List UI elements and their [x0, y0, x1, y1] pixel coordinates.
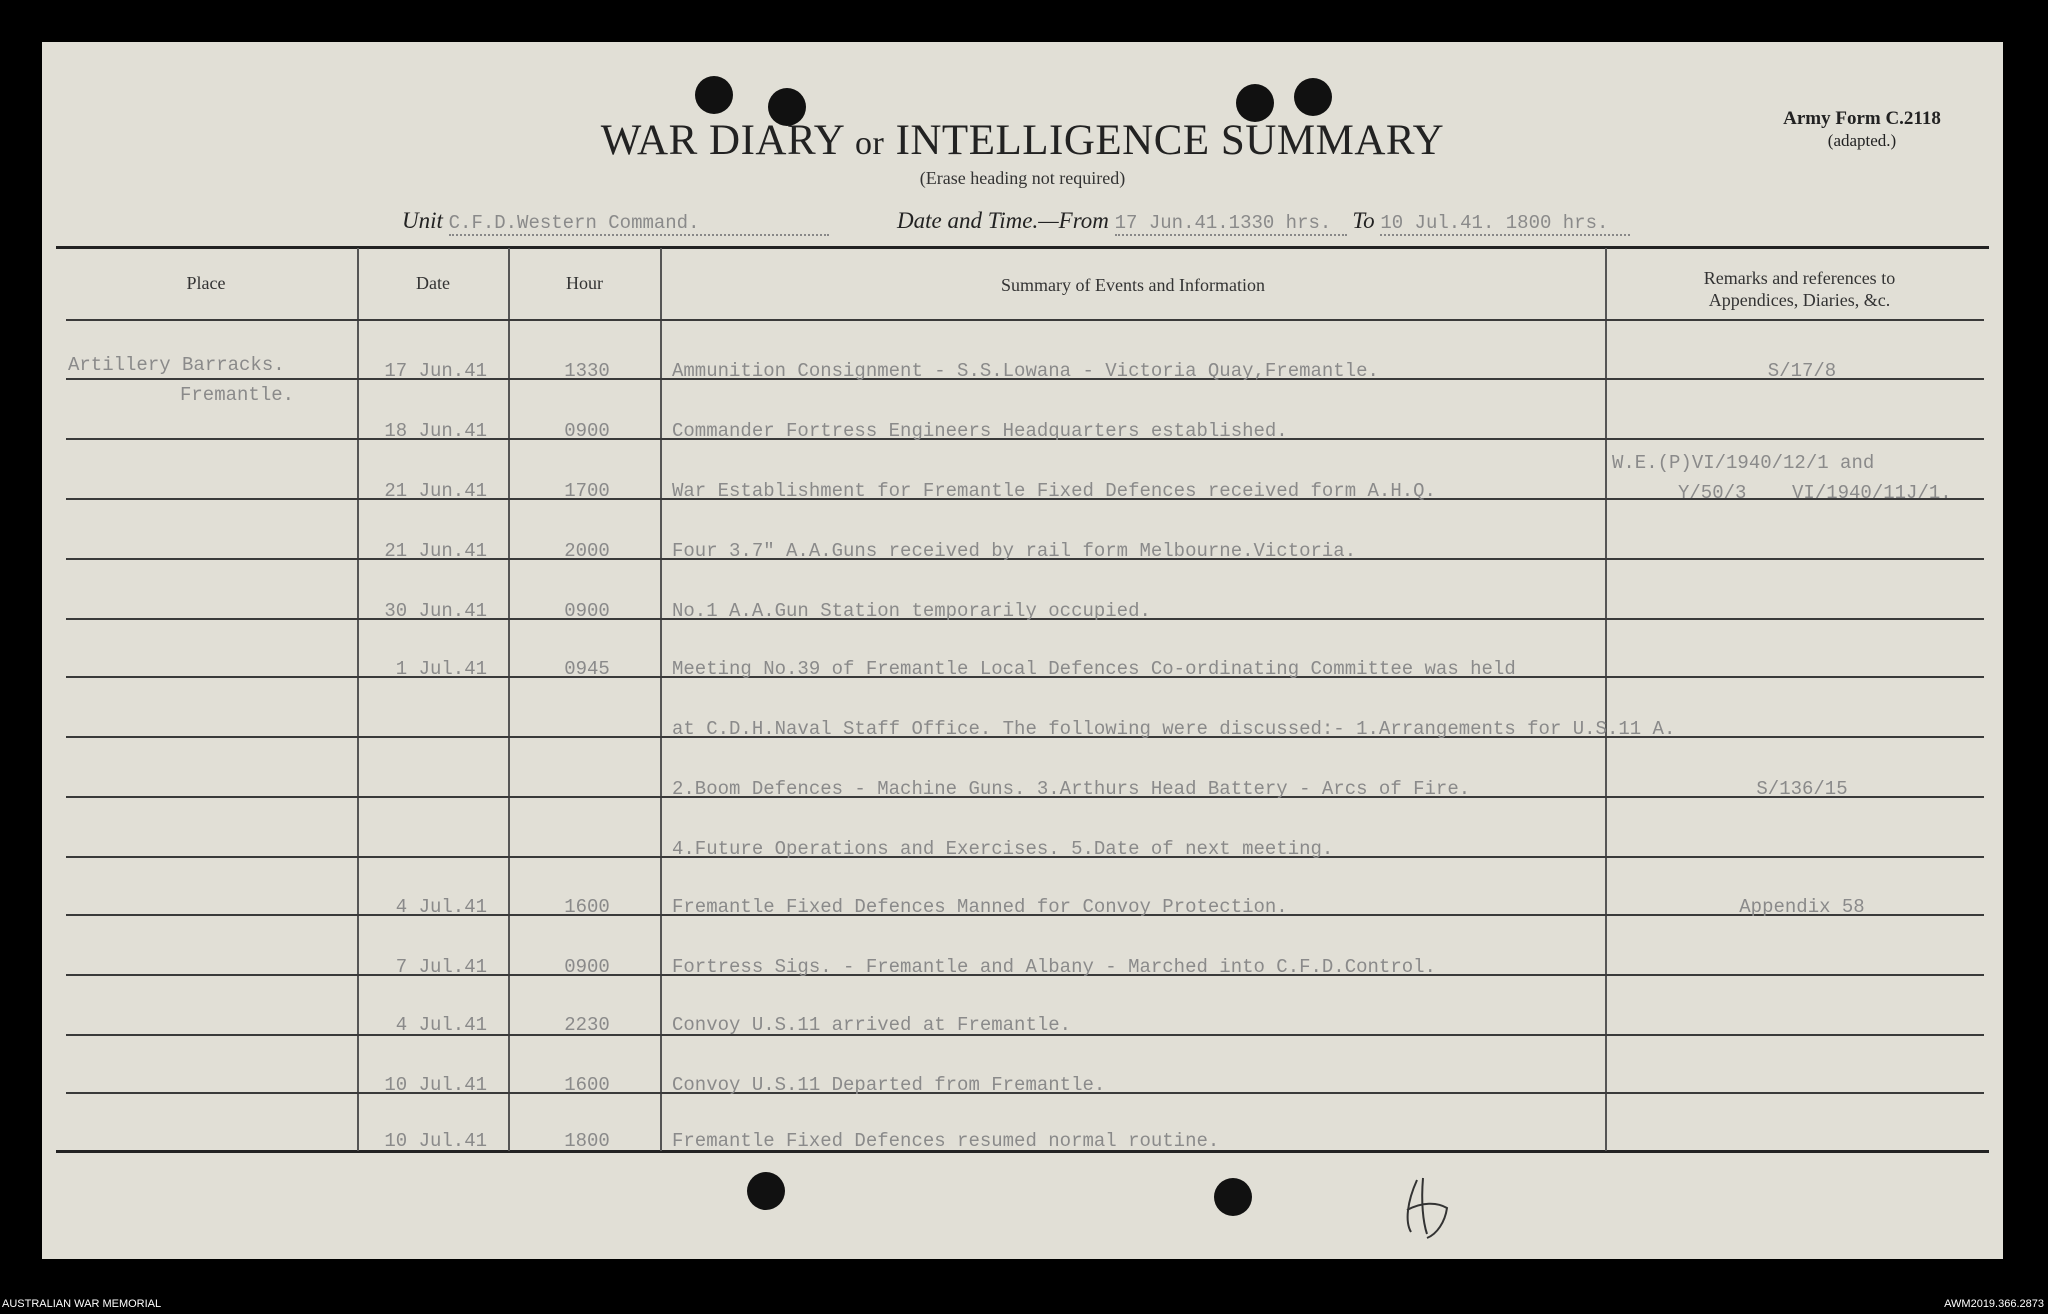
remarks-header-line1: Remarks and references to: [1703, 268, 1896, 288]
unit-label: Unit: [402, 208, 443, 233]
title-part2: INTELLIGENCE SUMMARY: [895, 117, 1445, 164]
row-hour: 0900: [564, 956, 610, 978]
row-hour: 1700: [564, 480, 610, 502]
column-divider: [1605, 248, 1607, 1151]
form-reference: [1742, 108, 1982, 152]
row-summary: at C.D.H.Naval Staff Office. The following were discussed:- 1.Arrangements for U.S.11 A.: [672, 718, 1676, 740]
row-hour: 1600: [564, 1074, 610, 1096]
remarks-header-line2: Appendices, Diaries, &c.: [1708, 290, 1891, 310]
column-divider: [357, 248, 359, 1151]
column-header-remarks: [1607, 267, 1992, 311]
row-hour: 0945: [564, 658, 610, 680]
row-date: 18 Jun.41: [384, 420, 487, 442]
handwritten-initials: [1397, 1172, 1457, 1242]
document-title: [42, 116, 2003, 165]
to-label: To: [1352, 208, 1375, 233]
footer-id: AWM2019.366.2873: [1944, 1298, 2044, 1310]
title-part1: WAR DIARY: [600, 117, 844, 164]
row-date: 7 Jul.41: [395, 956, 487, 978]
place-line2: Fremantle.: [180, 384, 295, 406]
row-summary: Fremantle Fixed Defences resumed normal routine.: [672, 1130, 1220, 1152]
row-hour: 0900: [564, 420, 610, 442]
row-date: 21 Jun.41: [384, 480, 487, 502]
unit-value: C.F.D.Western Command.: [449, 212, 829, 236]
date-time-label: Date and Time.—From: [897, 208, 1109, 233]
date-time-line: [897, 208, 1630, 236]
row-summary: War Establishment for Fremantle Fixed Defences received form A.H.Q.: [672, 480, 1436, 502]
row-date: 10 Jul.41: [384, 1130, 487, 1152]
row-summary: Ammunition Consignment - S.S.Lowana - Victoria Quay,Fremantle.: [672, 360, 1379, 382]
row-summary: No.1 A.A.Gun Station temporarily occupied.: [672, 600, 1151, 622]
column-divider: [508, 248, 510, 1151]
title-or: or: [854, 125, 885, 162]
column-divider: [660, 248, 662, 1151]
row-summary: 2.Boom Defences - Machine Guns. 3.Arthurs Head Battery - Arcs of Fire.: [672, 778, 1471, 800]
place-line1: Artillery Barracks.: [68, 354, 285, 376]
row-summary: 4.Future Operations and Exercises. 5.Date of next meeting.: [672, 838, 1334, 860]
header-row-line: [66, 319, 1984, 321]
form-note: (adapted.): [1827, 131, 1897, 150]
row-hour: 2230: [564, 1014, 610, 1036]
row-date: 30 Jun.41: [384, 600, 487, 622]
row-summary: Meeting No.39 of Fremantle Local Defences Co-ordinating Committee was held: [672, 658, 1516, 680]
row-date: 10 Jul.41: [384, 1074, 487, 1096]
to-value: 10 Jul.41. 1800 hrs.: [1380, 212, 1630, 236]
unit-line: [402, 208, 829, 236]
column-header-summary: Summary of Events and Information: [1001, 275, 1265, 295]
row-summary: Fremantle Fixed Defences Manned for Convoy Protection.: [672, 896, 1288, 918]
column-header-place: Place: [186, 273, 226, 293]
punch-hole: [1294, 78, 1332, 116]
row-remarks-line2: Y/50/3 VI/1940/11J/1.: [1678, 482, 1952, 504]
row-date: 17 Jun.41: [384, 360, 487, 382]
row-summary: Fortress Sigs. - Fremantle and Albany - Marched into C.F.D.Control.: [672, 956, 1436, 978]
punch-hole: [695, 76, 733, 114]
from-value: 17 Jun.41.1330 hrs.: [1115, 212, 1347, 236]
row-hour: 2000: [564, 540, 610, 562]
row-summary: Commander Fortress Engineers Headquarters established.: [672, 420, 1288, 442]
row-date: 1 Jul.41: [395, 658, 487, 680]
row-hour: 1800: [564, 1130, 610, 1152]
footer-source: AUSTRALIAN WAR MEMORIAL: [2, 1298, 162, 1310]
row-remarks: Appendix 58: [1739, 896, 1865, 918]
row-remarks: W.E.(P)VI/1940/12/1 and: [1612, 452, 1875, 474]
row-hour: 1600: [564, 896, 610, 918]
table-top-border: [56, 246, 1989, 249]
column-header-date: Date: [416, 273, 450, 293]
row-summary: Convoy U.S.11 arrived at Fremantle.: [672, 1014, 1072, 1036]
row-hour: 0900: [564, 600, 610, 622]
row-summary: Four 3.7" A.A.Guns received by rail form Melbourne.Victoria.: [672, 540, 1357, 562]
punch-hole: [747, 1172, 785, 1210]
row-hour: 1330: [564, 360, 610, 382]
punch-hole: [1214, 1178, 1252, 1216]
document-sheet: [42, 42, 2003, 1259]
column-header-hour: Hour: [566, 273, 603, 293]
row-summary: Convoy U.S.11 Departed from Fremantle.: [672, 1074, 1106, 1096]
form-number: Army Form C.2118: [1783, 108, 1941, 129]
row-date: 21 Jun.41: [384, 540, 487, 562]
row-remarks: S/136/15: [1756, 778, 1848, 800]
document-subtitle: (Erase heading not required): [919, 168, 1126, 188]
row-remarks: S/17/8: [1767, 360, 1837, 382]
row-date: 4 Jul.41: [395, 1014, 487, 1036]
row-date: 4 Jul.41: [395, 896, 487, 918]
